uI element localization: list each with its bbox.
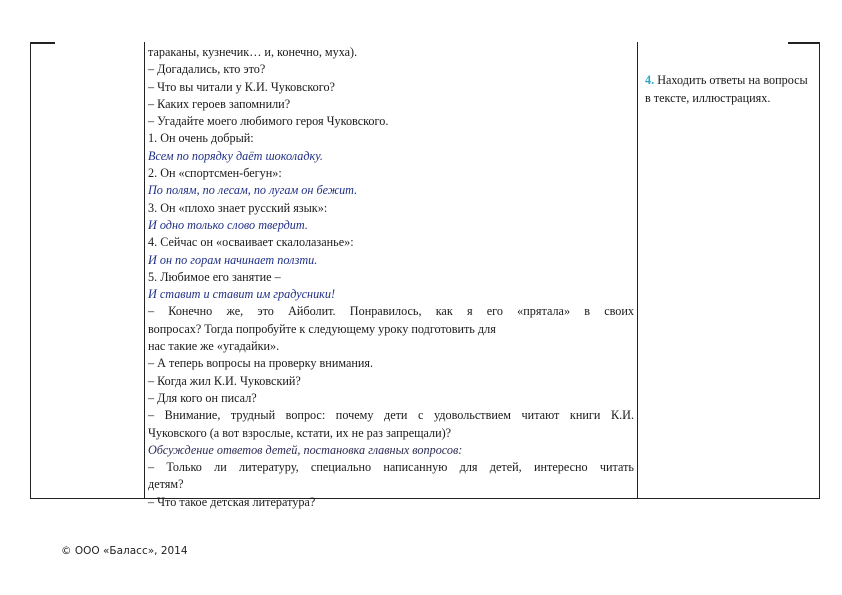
lesson-line: Обсуждение ответов детей, постановка главных вопросов:	[148, 442, 463, 457]
result-cell	[645, 72, 815, 107]
table-border-left	[30, 42, 31, 499]
lesson-line: – Что вы читали у К.И. Чуковского?	[148, 79, 335, 94]
lesson-content-cell	[148, 44, 634, 511]
lesson-line: Всем по порядку даёт шоколадку.	[148, 148, 323, 163]
lesson-line: – Внимание, трудный вопрос: почему дети с удовольствием читают книги К.И.	[148, 408, 634, 423]
lesson-line: – А теперь вопросы на проверку внимания.	[148, 356, 374, 371]
table-column-divider-1	[144, 42, 145, 499]
lesson-line: И одно только слово твердит.	[148, 217, 308, 232]
lesson-line: детям?	[148, 477, 184, 492]
lesson-line: – Что такое детская литература?	[148, 494, 316, 509]
lesson-line: 1. Он очень добрый:	[148, 131, 254, 146]
lesson-line: 3. Он «плохо знает русский язык»:	[148, 200, 328, 215]
footer-copyright: © ООО «Баласс», 2014	[61, 545, 188, 557]
lesson-line: – Когда жил К.И. Чуковский?	[148, 373, 301, 388]
result-number: 4.	[645, 73, 655, 87]
table-top-border-right	[788, 42, 820, 44]
lesson-line: 4. Сейчас он «осваивает скалолазанье»:	[148, 235, 354, 250]
lesson-table	[30, 42, 820, 509]
lesson-line: – Конечно же, это Айболит. Понравилось, как я его «прятала» в своих	[148, 304, 634, 319]
lesson-line: нас такие же «угадайки».	[148, 339, 280, 354]
table-border-right	[819, 42, 820, 499]
lesson-line: И ставит и ставит им градусники!	[148, 287, 336, 302]
lesson-line: По полям, по лесам, по лугам он бежит.	[148, 183, 358, 198]
lesson-line: тараканы, кузнечик… и, конечно, муха).	[148, 45, 358, 59]
lesson-line: 2. Он «спортсмен-бегун»:	[148, 166, 282, 181]
lesson-line: – Догадались, кто это?	[148, 62, 266, 77]
table-top-border-left	[30, 42, 55, 44]
lesson-line: 5. Любимое его занятие –	[148, 269, 281, 284]
lesson-line: вопросах? Тогда попробуйте к следующему уроку подготовить для	[148, 321, 496, 336]
lesson-line: И он по горам начинает ползти.	[148, 252, 318, 267]
lesson-line: – Угадайте моего любимого героя Чуковского.	[148, 114, 389, 129]
lesson-line: – Для кого он писал?	[148, 390, 257, 405]
result-text: Находить ответы на вопросы в тексте, иллюстрациях.	[645, 73, 808, 105]
lesson-line: – Каких героев запомнили?	[148, 96, 291, 111]
table-column-divider-2	[637, 42, 638, 499]
lesson-line: Чуковского (а вот взрослые, кстати, их не раз запрещали)?	[148, 425, 452, 440]
lesson-line: – Только ли литературу, специально написанную для детей, интересно читать	[148, 460, 634, 475]
